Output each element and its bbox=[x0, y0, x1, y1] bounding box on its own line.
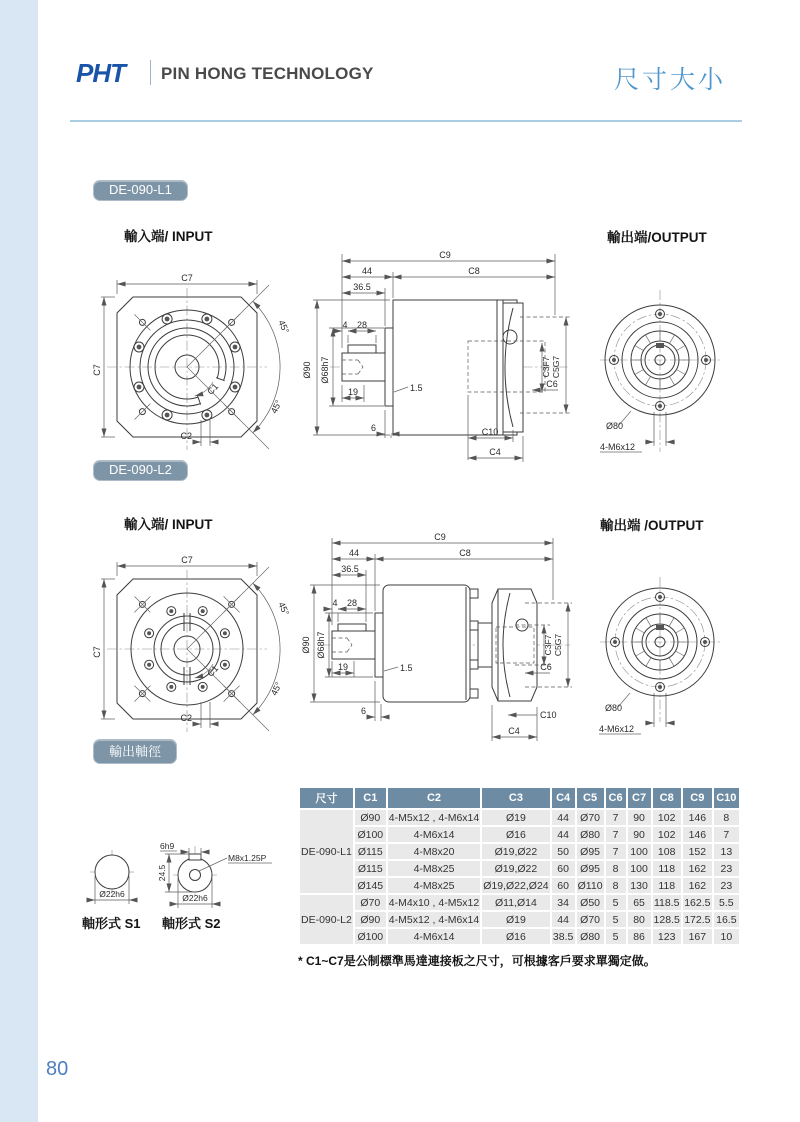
dim-label-tap: M8x1.25P bbox=[228, 853, 267, 863]
dim-label-c7-left: C7 bbox=[92, 646, 102, 658]
table-header: C10 bbox=[713, 787, 740, 809]
table-cell: 118 bbox=[652, 860, 682, 877]
table-cell: 8 bbox=[605, 877, 627, 894]
table-header: C7 bbox=[627, 787, 652, 809]
dim-label-c5: C5G7 bbox=[551, 355, 561, 379]
table-cell: 108 bbox=[652, 843, 682, 860]
shaft-section-badge: 輸出軸徑 bbox=[93, 739, 177, 764]
dim-label-6: 6 bbox=[360, 706, 366, 716]
table-cell: Ø90 bbox=[354, 809, 387, 826]
shaft-s2 bbox=[157, 841, 272, 908]
table-cell: 130 bbox=[627, 877, 652, 894]
table-cell: Ø19,Ø22,Ø24 bbox=[481, 877, 550, 894]
left-color-band bbox=[0, 0, 38, 1122]
table-cell: Ø70 bbox=[354, 894, 387, 911]
table-row bbox=[299, 826, 740, 843]
dim-label-c8: C8 bbox=[459, 548, 471, 558]
dim-label-c2: C2 bbox=[180, 431, 192, 441]
dim-label-c10: C10 bbox=[481, 427, 499, 437]
table-cell: 5 bbox=[605, 911, 627, 928]
table-cell: Ø19 bbox=[481, 911, 550, 928]
table-cell: 152 bbox=[682, 843, 713, 860]
l2-output-flange bbox=[600, 577, 722, 722]
table-cell: Ø115 bbox=[354, 860, 387, 877]
dim-label-bolt-out: 4-M6x12 bbox=[600, 442, 636, 452]
dim-label-44: 44 bbox=[361, 266, 373, 276]
table-cell: 44 bbox=[551, 809, 576, 826]
table-header: C1 bbox=[354, 787, 387, 809]
l2-front-flange bbox=[107, 570, 267, 732]
table-cell: 90 bbox=[627, 809, 652, 826]
dim-label-28: 28 bbox=[356, 320, 368, 330]
table-cell: 4-M5x12 , 4-M6x14 bbox=[387, 809, 481, 826]
table-cell: 162 bbox=[682, 877, 713, 894]
dim-label-c5: C5G7 bbox=[553, 633, 563, 657]
dim-label-19: 19 bbox=[347, 387, 359, 397]
dim-label-19: 19 bbox=[337, 662, 349, 672]
table-header: 尺寸 bbox=[299, 787, 354, 809]
table-cell: 4-M8x20 bbox=[387, 843, 481, 860]
dim-label-shaft-dia: Ø22h6 bbox=[99, 889, 125, 899]
input-label-l1: 輸入端/ INPUT bbox=[124, 229, 213, 244]
table-cell: 5 bbox=[605, 894, 627, 911]
table-cell: 80 bbox=[627, 911, 652, 928]
table-cell: 86 bbox=[627, 928, 652, 945]
dim-label-c6: C6 bbox=[540, 662, 552, 672]
table-header: C6 bbox=[605, 787, 627, 809]
l2-front-view-drawing bbox=[92, 552, 300, 752]
page-number: 80 bbox=[46, 1058, 69, 1080]
dim-label-44: 44 bbox=[348, 548, 360, 558]
company-name: PIN HONG TECHNOLOGY bbox=[161, 64, 374, 83]
table-cell: 23 bbox=[713, 877, 740, 894]
shaft-s1-drawing bbox=[82, 838, 152, 913]
table-header-row bbox=[299, 787, 740, 809]
table-cell: 8 bbox=[605, 860, 627, 877]
table-cell: 4-M4x10 , 4-M5x12 bbox=[387, 894, 481, 911]
shaft-s1-caption: 軸形式 S1 bbox=[82, 916, 141, 931]
model-badge-l1: DE-090-L1 bbox=[93, 180, 188, 201]
dim-label-c4: C4 bbox=[508, 726, 520, 736]
dim-label-shaft-dia: Ø22h6 bbox=[182, 893, 208, 903]
table-cell: 100 bbox=[627, 860, 652, 877]
dim-label-c3: C3F7 bbox=[541, 356, 551, 378]
dim-label-c7-top: C7 bbox=[181, 273, 193, 283]
table-cell: Ø19,Ø22 bbox=[481, 860, 550, 877]
dim-label-6: 6 bbox=[370, 423, 376, 433]
dim-label-c4: C4 bbox=[489, 447, 501, 457]
input-label-l2: 輸入端/ INPUT bbox=[124, 517, 213, 532]
table-cell: Ø80 bbox=[576, 826, 605, 843]
dim-label-c8: C8 bbox=[468, 266, 480, 276]
table-group-label: DE-090-L1 bbox=[299, 809, 354, 894]
output-label-l1: 輸出端/OUTPUT bbox=[607, 230, 707, 245]
dim-label-c10: C10 bbox=[540, 710, 557, 720]
shaft-s2-drawing bbox=[155, 818, 290, 913]
table-cell: 8 bbox=[713, 809, 740, 826]
dim-label-36-5: 36.5 bbox=[353, 282, 371, 292]
dim-label-key-w: 6h9 bbox=[160, 841, 175, 851]
shaft-s1 bbox=[87, 850, 137, 904]
table-cell: Ø115 bbox=[354, 843, 387, 860]
page-title: 尺寸大小 bbox=[613, 66, 726, 94]
table-cell: 50 bbox=[551, 843, 576, 860]
l2-output-dimensions bbox=[599, 693, 675, 734]
table-cell: Ø110 bbox=[576, 877, 605, 894]
dim-label-45-top: 45° bbox=[276, 318, 292, 336]
dim-label-dia80: Ø80 bbox=[605, 703, 623, 713]
l1-side-view-drawing bbox=[300, 240, 600, 475]
table-group-label: DE-090-L2 bbox=[299, 894, 354, 945]
l1-output-dimensions bbox=[600, 411, 675, 452]
l2-side-body bbox=[320, 585, 572, 702]
table-cell: Ø70 bbox=[576, 911, 605, 928]
table-row bbox=[299, 809, 740, 826]
table-cell: Ø95 bbox=[576, 843, 605, 860]
pht-logo: PHT bbox=[76, 58, 125, 88]
dim-label-45-top: 45° bbox=[276, 600, 292, 618]
dim-label-dia80: Ø80 bbox=[606, 421, 624, 431]
dimension-table bbox=[298, 786, 741, 946]
table-cell: Ø95 bbox=[576, 860, 605, 877]
table-cell: Ø11,Ø14 bbox=[481, 894, 550, 911]
table-cell: 44 bbox=[551, 826, 576, 843]
dim-label-c6: C6 bbox=[546, 379, 558, 389]
table-cell: Ø19 bbox=[481, 809, 550, 826]
dim-label-4: 4 bbox=[342, 320, 348, 330]
dim-label-dia68: Ø68h7 bbox=[320, 356, 330, 384]
dim-label-dia90: Ø90 bbox=[302, 361, 312, 379]
table-row bbox=[299, 911, 740, 928]
table-cell: 7 bbox=[605, 826, 627, 843]
l1-front-flange bbox=[107, 288, 267, 450]
table-cell: 90 bbox=[627, 826, 652, 843]
table-cell: 172.5 bbox=[682, 911, 713, 928]
table-cell: 60 bbox=[551, 877, 576, 894]
shaft-s2-caption: 軸形式 S2 bbox=[162, 916, 221, 931]
dim-label-45-bottom: 45° bbox=[268, 680, 284, 698]
table-header: C4 bbox=[551, 787, 576, 809]
table-cell: 13 bbox=[713, 843, 740, 860]
table-cell: 7 bbox=[605, 843, 627, 860]
table-cell: 162.5 bbox=[682, 894, 713, 911]
table-cell: 4-M5x12 , 4-M6x14 bbox=[387, 911, 481, 928]
dim-label-4: 4 bbox=[332, 598, 338, 608]
table-cell: 7 bbox=[713, 826, 740, 843]
table-cell: 146 bbox=[682, 809, 713, 826]
table-cell: 5.5 bbox=[713, 894, 740, 911]
output-label-l2: 輸出端 /OUTPUT bbox=[600, 518, 704, 533]
table-cell: 4-M6x14 bbox=[387, 928, 481, 945]
dim-label-c3: C3F7 bbox=[543, 634, 553, 656]
table-row bbox=[299, 843, 740, 860]
table-cell: Ø90 bbox=[354, 911, 387, 928]
table-cell: 167 bbox=[682, 928, 713, 945]
table-cell: 4-M6x14 bbox=[387, 826, 481, 843]
dim-label-dia68: Ø68h7 bbox=[316, 631, 326, 659]
table-row bbox=[299, 928, 740, 945]
table-cell: Ø50 bbox=[576, 894, 605, 911]
logo-divider bbox=[150, 60, 151, 85]
table-footnote: * C1~C7是公制標準馬達連接板之尺寸，可根據客戶要求單獨定做。 bbox=[298, 954, 656, 968]
table-header: C9 bbox=[682, 787, 713, 809]
table-cell: 5 bbox=[605, 928, 627, 945]
dim-label-dia90: Ø90 bbox=[301, 636, 311, 654]
table-cell: 10 bbox=[713, 928, 740, 945]
dim-label-c2: C2 bbox=[180, 713, 192, 723]
l1-output-view-drawing bbox=[598, 282, 778, 467]
table-cell: 4-M8x25 bbox=[387, 877, 481, 894]
l2-side-view-drawing bbox=[300, 525, 600, 750]
table-cell: 34 bbox=[551, 894, 576, 911]
table-header: C2 bbox=[387, 787, 481, 809]
table-cell: 100 bbox=[627, 843, 652, 860]
table-cell: 162 bbox=[682, 860, 713, 877]
header-rule bbox=[70, 120, 742, 122]
table-cell: 4-M8x25 bbox=[387, 860, 481, 877]
table-cell: Ø16 bbox=[481, 928, 550, 945]
dim-label-c9: C9 bbox=[434, 532, 446, 542]
dim-label-1-5: 1.5 bbox=[410, 383, 423, 393]
table-cell: Ø70 bbox=[576, 809, 605, 826]
dim-label-key-len: 24.5 bbox=[157, 864, 167, 882]
table-cell: 118.5 bbox=[652, 894, 682, 911]
table-row bbox=[299, 894, 740, 911]
table-header: C3 bbox=[481, 787, 550, 809]
dim-label-28: 28 bbox=[346, 598, 358, 608]
table-cell: Ø80 bbox=[576, 928, 605, 945]
dim-label-45-bottom: 45° bbox=[268, 398, 284, 416]
table-row bbox=[299, 860, 740, 877]
table-cell: 123 bbox=[652, 928, 682, 945]
model-badge-l2: DE-090-L2 bbox=[93, 460, 188, 481]
dim-label-1-5: 1.5 bbox=[400, 663, 413, 673]
table-cell: 102 bbox=[652, 826, 682, 843]
table-cell: 7 bbox=[605, 809, 627, 826]
table-header: C5 bbox=[576, 787, 605, 809]
table-cell: 44 bbox=[551, 911, 576, 928]
table-cell: Ø145 bbox=[354, 877, 387, 894]
table-cell: 118 bbox=[652, 877, 682, 894]
table-cell: 16.5 bbox=[713, 911, 740, 928]
table-cell: 38.5 bbox=[551, 928, 576, 945]
dim-label-36-5: 36.5 bbox=[341, 564, 359, 574]
table-row bbox=[299, 877, 740, 894]
table-cell: 146 bbox=[682, 826, 713, 843]
dim-label-bolt-out: 4-M6x12 bbox=[599, 724, 635, 734]
dim-label-c7-top: C7 bbox=[181, 555, 193, 565]
table-cell: 65 bbox=[627, 894, 652, 911]
table-cell: Ø100 bbox=[354, 826, 387, 843]
l2-output-view-drawing bbox=[595, 572, 775, 742]
table-cell: 23 bbox=[713, 860, 740, 877]
table-cell: 60 bbox=[551, 860, 576, 877]
table-cell: 128.5 bbox=[652, 911, 682, 928]
dim-label-c1: C1 bbox=[205, 663, 221, 679]
table-cell: Ø100 bbox=[354, 928, 387, 945]
dim-label-c1: C1 bbox=[205, 381, 221, 397]
l1-front-view-drawing bbox=[92, 270, 300, 470]
table-cell: Ø19,Ø22 bbox=[481, 843, 550, 860]
dim-label-c9: C9 bbox=[439, 250, 451, 260]
table-cell: Ø16 bbox=[481, 826, 550, 843]
table-header: C8 bbox=[652, 787, 682, 809]
dim-label-c7-left: C7 bbox=[92, 364, 102, 376]
table-cell: 102 bbox=[652, 809, 682, 826]
